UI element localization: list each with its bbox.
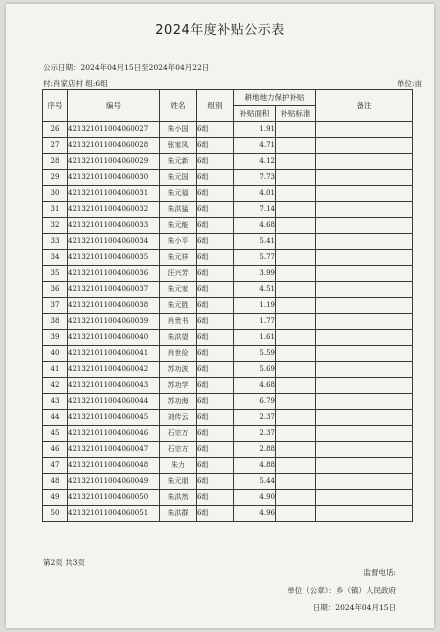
cell-area: 3.99 (234, 266, 276, 282)
table-row (43, 394, 413, 410)
cell-area: 5.77 (234, 250, 276, 266)
cell-group: 6组 (197, 122, 234, 138)
cell-area: 2.37 (234, 410, 276, 426)
cell-code: 421321011004060031 (68, 186, 160, 202)
cell-area: 7.73 (234, 170, 276, 186)
cell-name: 苏功波 (160, 362, 197, 378)
cell-remark (316, 314, 413, 330)
cell-group: 6组 (197, 474, 234, 490)
cell-code: 421321011004060030 (68, 170, 160, 186)
cell-group: 6组 (197, 394, 234, 410)
cell-group: 6组 (197, 266, 234, 282)
cell-seq: 48 (43, 474, 68, 490)
supervision-phone: 监督电话: (363, 568, 396, 577)
cell-group: 6组 (197, 442, 234, 458)
cell-code: 421321011004060046 (68, 426, 160, 442)
village-group-label: 村:肖家店村 组:6组 (43, 79, 108, 88)
cell-code: 421321011004060029 (68, 154, 160, 170)
cell-seq: 40 (43, 346, 68, 362)
cell-standard (276, 442, 316, 458)
cell-name: 肖世俭 (160, 346, 197, 362)
cell-group: 6组 (197, 298, 234, 314)
cell-area: 4.51 (234, 282, 276, 298)
cell-name: 朱元家 (160, 282, 197, 298)
table-row (43, 442, 413, 458)
cell-name: 朱元国 (160, 170, 197, 186)
cell-remark (316, 154, 413, 170)
cell-name: 朱小平 (160, 234, 197, 250)
cell-code: 421321011004060051 (68, 506, 160, 522)
table-row (43, 410, 413, 426)
cell-seq: 38 (43, 314, 68, 330)
cell-group: 6组 (197, 378, 234, 394)
cell-group: 6组 (197, 154, 234, 170)
cell-standard (276, 378, 316, 394)
cell-group: 6组 (197, 426, 234, 442)
cell-remark (316, 266, 413, 282)
cell-standard (276, 506, 316, 522)
cell-area: 4.68 (234, 378, 276, 394)
cell-code: 421321011004060035 (68, 250, 160, 266)
cell-code: 421321011004060039 (68, 314, 160, 330)
unit-label: 单位:亩 (396, 79, 422, 88)
cell-name: 朱洪望 (160, 330, 197, 346)
cell-group: 6组 (197, 138, 234, 154)
cell-area: 5.69 (234, 362, 276, 378)
cell-standard (276, 186, 316, 202)
cell-name: 朱力 (160, 458, 197, 474)
cell-name: 朱元胜 (160, 298, 197, 314)
header-code: 编号 (68, 90, 160, 122)
cell-standard (276, 170, 316, 186)
table-row (43, 250, 413, 266)
cell-group: 6组 (197, 410, 234, 426)
header-standard: 补贴标准 (276, 106, 316, 122)
cell-standard (276, 298, 316, 314)
cell-code: 421321011004060050 (68, 490, 160, 506)
cell-code: 421321011004060032 (68, 202, 160, 218)
cell-area: 2.88 (234, 442, 276, 458)
cell-remark (316, 250, 413, 266)
header-seq: 序号 (43, 90, 68, 122)
cell-area: 7.14 (234, 202, 276, 218)
cell-area: 4.68 (234, 218, 276, 234)
cell-standard (276, 394, 316, 410)
cell-standard (276, 362, 316, 378)
cell-remark (316, 394, 413, 410)
cell-seq: 35 (43, 266, 68, 282)
cell-area: 6.79 (234, 394, 276, 410)
cell-standard (276, 490, 316, 506)
cell-standard (276, 474, 316, 490)
cell-group: 6组 (197, 250, 234, 266)
cell-area: 1.77 (234, 314, 276, 330)
cell-standard (276, 122, 316, 138)
cell-remark (316, 490, 413, 506)
cell-seq: 39 (43, 330, 68, 346)
announcement-dates: 公示日期：2024年04月15日至2024年04月22日 (43, 63, 210, 72)
header-remark: 备注 (316, 90, 413, 122)
cell-standard (276, 282, 316, 298)
table-row (43, 282, 413, 298)
cell-seq: 33 (43, 234, 68, 250)
cell-area: 2.37 (234, 426, 276, 442)
cell-name: 石宗方 (160, 442, 197, 458)
cell-seq: 44 (43, 410, 68, 426)
cell-name: 朱小国 (160, 122, 197, 138)
cell-group: 6组 (197, 490, 234, 506)
table-row (43, 458, 413, 474)
header-area: 补贴面积 (234, 106, 276, 122)
table-row (43, 474, 413, 490)
cell-area: 4.96 (234, 506, 276, 522)
cell-seq: 31 (43, 202, 68, 218)
cell-remark (316, 458, 413, 474)
cell-standard (276, 202, 316, 218)
cell-name: 朱洪猛 (160, 202, 197, 218)
table-row (43, 298, 413, 314)
cell-area: 1.91 (234, 122, 276, 138)
cell-area: 4.90 (234, 490, 276, 506)
sign-date: 日期：2024年04月15日 (312, 603, 396, 612)
cell-group: 6组 (197, 330, 234, 346)
cell-name: 肖贵书 (160, 314, 197, 330)
cell-seq: 43 (43, 394, 68, 410)
table-row (43, 314, 413, 330)
cell-code: 421321011004060045 (68, 410, 160, 426)
cell-code: 421321011004060043 (68, 378, 160, 394)
cell-name: 朱洪群 (160, 506, 197, 522)
cell-name: 张家凤 (160, 138, 197, 154)
cell-name: 朱元福 (160, 186, 197, 202)
cell-group: 6组 (197, 314, 234, 330)
table-row (43, 346, 413, 362)
cell-standard (276, 218, 316, 234)
cell-area: 5.44 (234, 474, 276, 490)
cell-code: 421321011004060037 (68, 282, 160, 298)
cell-name: 朱元朋 (160, 474, 197, 490)
cell-seq: 41 (43, 362, 68, 378)
table-row (43, 138, 413, 154)
cell-group: 6组 (197, 346, 234, 362)
cell-standard (276, 138, 316, 154)
cell-code: 421321011004060034 (68, 234, 160, 250)
page-title: 2024年度补贴公示表 (155, 23, 285, 38)
table-row (43, 170, 413, 186)
cell-group: 6组 (197, 282, 234, 298)
document-sheet (6, 4, 434, 628)
cell-seq: 29 (43, 170, 68, 186)
table-row (43, 154, 413, 170)
cell-name: 石宗万 (160, 426, 197, 442)
cell-seq: 50 (43, 506, 68, 522)
table-row (43, 426, 413, 442)
table-row (43, 506, 413, 522)
table-row (43, 378, 413, 394)
cell-code: 421321011004060036 (68, 266, 160, 282)
cell-remark (316, 410, 413, 426)
cell-code: 421321011004060042 (68, 362, 160, 378)
cell-area: 5.41 (234, 234, 276, 250)
cell-area: 5.59 (234, 346, 276, 362)
cell-remark (316, 298, 413, 314)
cell-standard (276, 314, 316, 330)
cell-name: 朱洪然 (160, 490, 197, 506)
cell-code: 421321011004060027 (68, 122, 160, 138)
cell-name: 朱元能 (160, 218, 197, 234)
page-indicator: 第2页 共3页 (43, 558, 85, 567)
cell-remark (316, 346, 413, 362)
cell-remark (316, 282, 413, 298)
header-subsidy-group: 耕地地力保护补贴 (234, 90, 316, 106)
cell-group: 6组 (197, 202, 234, 218)
cell-seq: 45 (43, 426, 68, 442)
cell-remark (316, 426, 413, 442)
cell-code: 421321011004060048 (68, 458, 160, 474)
cell-standard (276, 426, 316, 442)
cell-seq: 27 (43, 138, 68, 154)
cell-standard (276, 330, 316, 346)
cell-code: 421321011004060041 (68, 346, 160, 362)
cell-name: 刘传云 (160, 410, 197, 426)
table-row (43, 202, 413, 218)
cell-remark (316, 234, 413, 250)
table-row (43, 490, 413, 506)
cell-name: 汪兴芳 (160, 266, 197, 282)
header-name: 姓名 (160, 90, 197, 122)
cell-name: 朱元祥 (160, 250, 197, 266)
cell-standard (276, 346, 316, 362)
cell-area: 1.19 (234, 298, 276, 314)
cell-code: 421321011004060040 (68, 330, 160, 346)
cell-remark (316, 122, 413, 138)
subsidy-table (42, 89, 413, 522)
cell-group: 6组 (197, 506, 234, 522)
cell-remark (316, 330, 413, 346)
cell-code: 421321011004060044 (68, 394, 160, 410)
table-row (43, 122, 413, 138)
table-row (43, 266, 413, 282)
cell-name: 苏功学 (160, 378, 197, 394)
cell-group: 6组 (197, 234, 234, 250)
cell-seq: 46 (43, 442, 68, 458)
cell-name: 朱元新 (160, 154, 197, 170)
table-row (43, 330, 413, 346)
cell-seq: 26 (43, 122, 68, 138)
cell-code: 421321011004060033 (68, 218, 160, 234)
cell-code: 421321011004060047 (68, 442, 160, 458)
cell-code: 421321011004060028 (68, 138, 160, 154)
cell-remark (316, 474, 413, 490)
cell-seq: 32 (43, 218, 68, 234)
table-row (43, 362, 413, 378)
cell-name: 苏功海 (160, 394, 197, 410)
table-row (43, 234, 413, 250)
cell-group: 6组 (197, 170, 234, 186)
header-group: 组别 (197, 90, 234, 122)
cell-standard (276, 154, 316, 170)
cell-code: 421321011004060049 (68, 474, 160, 490)
cell-code: 421321011004060038 (68, 298, 160, 314)
cell-group: 6组 (197, 186, 234, 202)
table-row (43, 186, 413, 202)
cell-area: 1.61 (234, 330, 276, 346)
cell-standard (276, 458, 316, 474)
cell-seq: 47 (43, 458, 68, 474)
cell-area: 4.71 (234, 138, 276, 154)
cell-remark (316, 378, 413, 394)
cell-group: 6组 (197, 458, 234, 474)
cell-remark (316, 186, 413, 202)
cell-seq: 36 (43, 282, 68, 298)
cell-remark (316, 362, 413, 378)
cell-area: 4.12 (234, 154, 276, 170)
cell-remark (316, 218, 413, 234)
cell-standard (276, 234, 316, 250)
cell-standard (276, 250, 316, 266)
cell-remark (316, 442, 413, 458)
issuing-organization: 单位（公章）：乡（镇）人民政府 (287, 586, 396, 595)
cell-standard (276, 266, 316, 282)
cell-seq: 30 (43, 186, 68, 202)
cell-group: 6组 (197, 218, 234, 234)
cell-standard (276, 410, 316, 426)
cell-group: 6组 (197, 362, 234, 378)
cell-seq: 34 (43, 250, 68, 266)
table-row (43, 218, 413, 234)
cell-seq: 37 (43, 298, 68, 314)
cell-area: 4.01 (234, 186, 276, 202)
cell-area: 4.88 (234, 458, 276, 474)
cell-seq: 49 (43, 490, 68, 506)
cell-remark (316, 170, 413, 186)
cell-remark (316, 506, 413, 522)
cell-remark (316, 138, 413, 154)
cell-seq: 28 (43, 154, 68, 170)
cell-seq: 42 (43, 378, 68, 394)
cell-remark (316, 202, 413, 218)
